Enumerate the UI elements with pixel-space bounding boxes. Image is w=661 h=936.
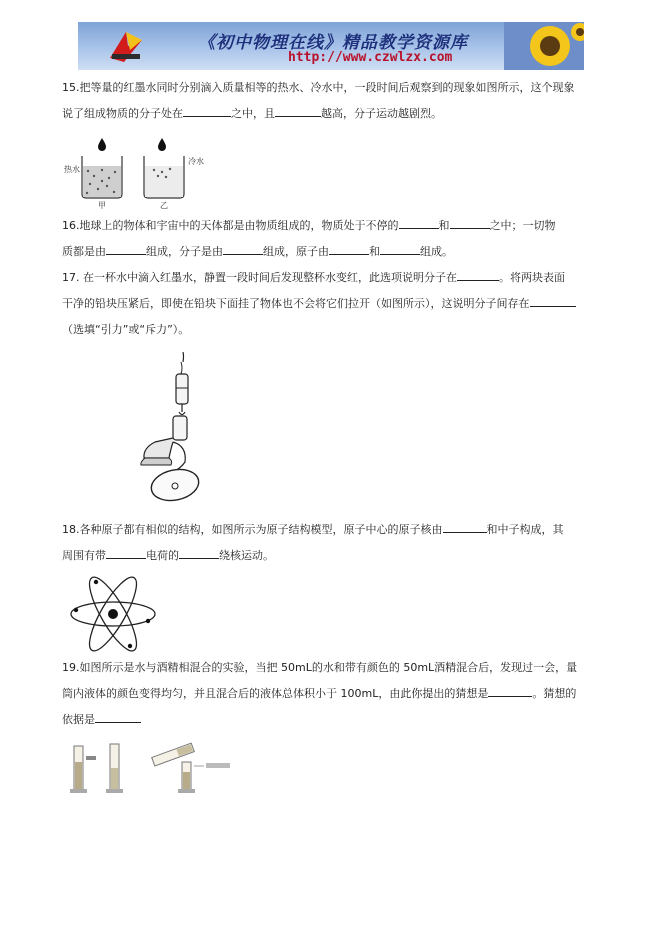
hot-water-label: 热水 <box>64 165 80 174</box>
q15-line2 <box>62 101 607 127</box>
question-15 <box>62 75 607 127</box>
q16-line1 <box>62 213 607 239</box>
q16-blank-6[interactable] <box>380 242 420 255</box>
q18-blank-3[interactable] <box>179 546 219 559</box>
cold-water-label: 冷水 <box>188 157 204 166</box>
q18-text-a: 18.各种原子都有相似的结构，如图所示为原子结构模型，原子中心的原子核由 <box>62 523 443 536</box>
q17-line2 <box>62 291 607 317</box>
q19-text-c: 依据是 <box>62 713 95 726</box>
question-18 <box>62 517 607 569</box>
q16-blank-1[interactable] <box>399 216 439 229</box>
header-banner <box>78 22 584 70</box>
q18-blank-1[interactable] <box>443 520 487 533</box>
q15-text-c: 越高，分子运动越剧烈。 <box>321 107 442 120</box>
header-title: 《初中物理在线》精品教学资源库 <box>198 33 468 53</box>
atom-model-figure <box>66 576 160 652</box>
q19-blank-2[interactable] <box>95 710 141 723</box>
q15-blank-1[interactable] <box>183 104 231 117</box>
beaker-left-label: 甲 <box>98 201 106 210</box>
q17-blank-2[interactable] <box>530 294 576 307</box>
q19-text-b: 。猜想的 <box>532 687 577 700</box>
q19-text-a: 筒内液体的颜色变得均匀，并且混合后的液体总体积小于 100mL，由此你提出的猜想是 <box>62 687 489 700</box>
q16-blank-4[interactable] <box>223 242 263 255</box>
q18-text-c: 周围有带 <box>62 549 106 562</box>
beaker-right-label: 乙 <box>160 201 168 210</box>
q17-blank-1[interactable] <box>457 268 499 281</box>
q18-blank-2[interactable] <box>106 546 146 559</box>
header-url[interactable]: http://www.czwlzx.com <box>288 50 453 65</box>
q15-line1: 15.把等量的红墨水同时分别滴入质量相等的热水、冷水中，一段时间后观察到的现象如图所示，这个现象 <box>62 81 575 94</box>
q15-text-a: 说了组成物质的分子处在 <box>62 107 183 120</box>
q16-text-d: 质都是由 <box>62 245 106 258</box>
q16-text-c: 之中；一切物 <box>489 219 556 232</box>
q16-blank-2[interactable] <box>450 216 490 229</box>
q16-blank-3[interactable] <box>106 242 146 255</box>
q18-line1 <box>62 517 607 543</box>
logo-icon <box>106 28 146 64</box>
q17-line3: （选填“引力”或“斥力”）。 <box>62 323 190 336</box>
q16-text-f: 组成，原子由 <box>263 245 329 258</box>
q16-text-h: 组成。 <box>420 245 453 258</box>
question-16 <box>62 213 607 265</box>
q18-text-d: 电荷的 <box>146 549 179 562</box>
q15-blank-2[interactable] <box>275 104 321 117</box>
q16-text-b: 和 <box>438 219 450 232</box>
q17-text-b: 。将两块表面 <box>499 271 565 284</box>
q16-text-g: 和 <box>369 245 380 258</box>
q19-blank-1[interactable] <box>488 684 532 697</box>
question-19 <box>62 655 607 733</box>
q16-line2 <box>62 239 607 265</box>
sunflower-icon <box>504 22 584 70</box>
q19-line3 <box>62 707 607 733</box>
cylinder-mixing-figure <box>66 740 236 795</box>
lead-blocks-figure <box>135 350 205 505</box>
q18-line2 <box>62 543 607 569</box>
q16-text-e: 组成，分子是由 <box>146 245 223 258</box>
q17-line1 <box>62 265 607 291</box>
q19-line2 <box>62 681 607 707</box>
q17-text-a: 17. 在一杯水中滴入红墨水，静置一段时间后发现整杯水变红，此选项说明分子在 <box>62 271 457 284</box>
q17-text-c: 干净的铅块压紧后，即使在铅块下面挂了物体也不会将它们拉开（如图所示），这说明分子间存在 <box>62 297 530 310</box>
q15-text-b: 之中，且 <box>231 107 275 120</box>
q18-text-e: 绕核运动。 <box>219 549 274 562</box>
question-17 <box>62 265 607 343</box>
q16-text-a: 16.地球上的物体和宇宙中的天体都是由物质组成的，物质处于不停的 <box>62 219 399 232</box>
q16-blank-5[interactable] <box>329 242 369 255</box>
q19-line1: 19.如图所示是水与酒精相混合的实验，当把 50mL的水和带有颜色的 50mL酒精混合后，发现过一会，量 <box>62 661 578 674</box>
q18-text-b: 和中子构成，其 <box>486 523 564 536</box>
beakers-figure <box>62 136 222 210</box>
